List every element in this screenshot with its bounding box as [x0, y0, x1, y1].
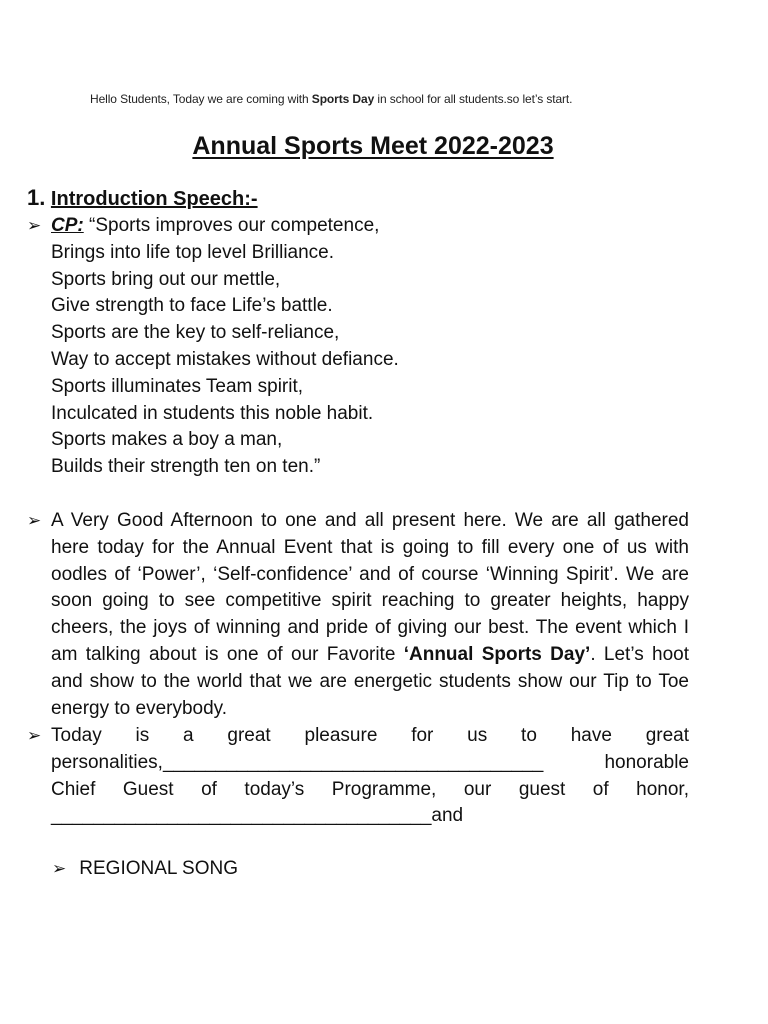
welcome-bold-text: ‘Annual Sports Day’	[403, 643, 591, 665]
poem-line: Sports makes a boy a man,	[51, 429, 283, 451]
poem-line: Give strength to face Life’s battle.	[51, 295, 333, 317]
welcome-paragraph-block	[27, 508, 689, 722]
poem-line: Sports bring out our mettle,	[51, 268, 281, 290]
section-number: 1.	[27, 185, 46, 210]
guests-paragraph-block	[27, 723, 689, 830]
guests-line: Today is a great pleasure for us to have great	[51, 725, 689, 746]
poem-line: Brings into life top level Brilliance.	[51, 241, 335, 263]
welcome-paragraph	[27, 508, 689, 722]
poem-block	[27, 213, 689, 481]
poem-line: Inculcated in students this noble habit.	[51, 402, 374, 424]
guests-paragraph	[27, 723, 689, 830]
poem-line-text: “Sports improves our competence,	[89, 215, 380, 236]
welcome-text-before: A Very Good Afternoon to one and all present here. We are all gathered here today for the Annual Event that is going to fill every one of us with oodles of ‘Power’, ‘Self-confidence’ and of course ‘Winning Spirit’. We are soon going to see competitive spirit reaching to greater heights, happy cheers, the joys of winning and pride of giving our best. The event which I am talking about is one of our Favorite	[51, 510, 689, 665]
arrow-bullet-icon: ➢	[52, 859, 67, 878]
regional-song-label: REGIONAL SONG	[79, 858, 238, 879]
regional-song-item	[52, 858, 238, 880]
poem-bullet	[27, 213, 689, 481]
section-title: Introduction Speech:-	[50, 188, 258, 210]
poem-line: Builds their strength ten on ten.”	[51, 456, 321, 478]
poem-line: Sports are the key to self-reliance,	[51, 322, 340, 344]
guests-line: Chief Guest of today’s Programme, our guest of honor,	[51, 778, 689, 800]
guests-line: personalities,____________________________________ honorable	[51, 751, 689, 773]
arrow-bullet-icon: ➢	[27, 216, 42, 235]
poem-speaker: CP:	[51, 215, 84, 236]
guests-line: ____________________________________and	[51, 805, 464, 827]
welcome-text-after: . Let’s hoot and show to the world that we are energetic students show our Tip to Toe energy to everybody.	[51, 643, 689, 719]
intro-text-after: in school for all students.so let’s start.	[374, 92, 573, 106]
page-title: Annual Sports Meet 2022-2023	[192, 132, 554, 160]
section-heading	[27, 185, 258, 211]
intro-text-before: Hello Students, Today we are coming with	[90, 92, 312, 106]
poem-line: Sports illuminates Team spirit,	[51, 375, 304, 397]
poem-line: Way to accept mistakes without defiance.	[51, 348, 399, 370]
intro-line	[90, 92, 572, 106]
arrow-bullet-icon: ➢	[27, 511, 42, 530]
arrow-bullet-icon: ➢	[27, 726, 42, 745]
intro-bold-text: Sports Day	[311, 92, 375, 106]
poem-line	[51, 213, 689, 240]
